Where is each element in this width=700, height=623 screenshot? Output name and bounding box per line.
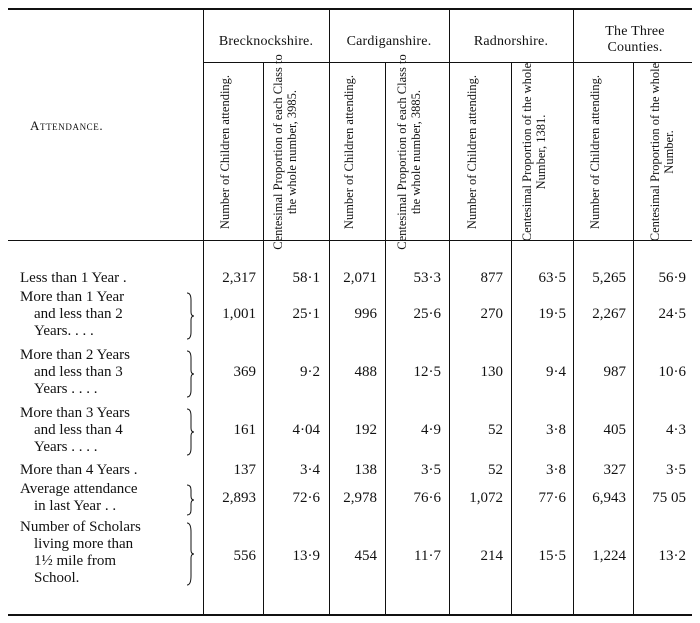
col-card-proportion (395, 52, 439, 252)
county-name-cardiganshire: Cardiganshire. (346, 34, 432, 49)
divider-card-inner (385, 62, 386, 614)
table-cell: 1,072 (469, 490, 503, 506)
table-cell: 996 (354, 306, 377, 322)
table-cell: 4·3 (666, 422, 686, 438)
row-2-label-line: More than 2 Years (20, 347, 130, 363)
row-6-label-line: School. (34, 570, 80, 586)
row-label-more-than-4-years (20, 462, 190, 479)
row-2-label-line: Years . . . . (34, 381, 98, 397)
table-cell: 24·5 (658, 306, 686, 322)
table-cell: 4·9 (421, 422, 441, 438)
county-name-brecknockshire: Brecknockshire. (218, 34, 314, 49)
table-cell: 3·8 (546, 422, 566, 438)
table-cell: 9·2 (300, 364, 320, 380)
row-label-less-than-1-year (20, 270, 190, 287)
county-name-three-counties: The Three Counties. (605, 24, 665, 55)
row-1-label-line: More than 1 Year (20, 289, 125, 305)
table-cell: 12·5 (413, 364, 441, 380)
table-cell: 76·6 (413, 490, 441, 506)
table-cell: 1,224 (592, 548, 626, 564)
table-cell: 877 (480, 270, 503, 286)
table-cell: 11·7 (414, 548, 441, 564)
row-label-2-to-3-years (20, 347, 190, 398)
row-1-brace (186, 292, 194, 340)
row-1-label-line: and less than 2 (34, 306, 123, 322)
divider-breck-inner (263, 62, 264, 614)
table-cell: 13·9 (292, 548, 320, 564)
attendance-header: Attendance. (30, 118, 104, 133)
row-1-label-line: Years. . . . (34, 323, 94, 339)
table-cell: 13·2 (658, 548, 686, 564)
row-0-label-line: Less than 1 Year . (20, 270, 127, 286)
row-5-brace (186, 484, 194, 516)
county-name-radnorshire: Radnorshire. (473, 34, 549, 49)
table-cell: 1,001 (222, 306, 256, 322)
top-rule (8, 8, 692, 10)
row-6-label-line: Number of Scholars (20, 519, 141, 535)
row-6-label-line: living more than (34, 536, 134, 552)
table-cell: 4·04 (292, 422, 320, 438)
col-card-proportion-text: Centesimal Proportion of each Class to the whole number, 3885. (395, 54, 423, 250)
row-5-label-line: in last Year . . (34, 498, 117, 514)
table-cell: 5,265 (592, 270, 626, 286)
row-6-brace (186, 522, 194, 586)
row-label-3-to-4-years (20, 405, 190, 456)
row-label-scholars-distance (20, 519, 190, 587)
col-breck-number: Number of Children attending. (218, 74, 232, 230)
table-cell: 2,267 (592, 306, 626, 322)
table-cell: 75 05 (652, 490, 686, 506)
table-cell: 130 (480, 364, 503, 380)
table-cell: 405 (603, 422, 626, 438)
table-cell: 77·6 (538, 490, 566, 506)
table-cell: 52 (488, 422, 503, 438)
row-3-brace (186, 408, 194, 456)
table-cell: 3·4 (300, 462, 320, 478)
col-three-number: Number of Children attending. (588, 74, 602, 230)
table-cell: 10·6 (658, 364, 686, 380)
table-cell: 369 (233, 364, 256, 380)
col-card-number: Number of Children attending. (342, 74, 356, 230)
bottom-rule (8, 614, 692, 616)
row-label-average-attendance (20, 481, 190, 515)
table-cell: 58·1 (292, 270, 320, 286)
col-radnor-proportion-text: Centesimal Proportion of the whole Number, 1381. (520, 62, 548, 242)
row-4-label-line: More than 4 Years . (20, 462, 138, 478)
table-cell: 192 (354, 422, 377, 438)
row-3-label-line: and less than 4 (34, 422, 123, 438)
row-2-brace (186, 350, 194, 398)
table-cell: 9·4 (546, 364, 566, 380)
col-three-proportion: Centesimal Proportion of the whole Number. (648, 62, 676, 242)
table-cell: 6,943 (592, 490, 626, 506)
table-cell: 2,893 (222, 490, 256, 506)
row-3-label-line: Years . . . . (34, 439, 98, 455)
table-cell: 488 (354, 364, 377, 380)
col-radnor-proportion (520, 52, 564, 252)
table-cell: 2,978 (343, 490, 377, 506)
table-cell: 53·3 (413, 270, 441, 286)
table-cell: 270 (480, 306, 503, 322)
row-label-1-to-2-years (20, 289, 190, 340)
table-cell: 2,317 (222, 270, 256, 286)
table-cell: 214 (480, 548, 503, 564)
table-cell: 25·6 (413, 306, 441, 322)
col-breck-proportion-text: Centesimal Proportion of each Class to the whole number, 3985. (271, 54, 299, 250)
table-cell: 3·5 (666, 462, 686, 478)
row-3-label-line: More than 3 Years (20, 405, 130, 421)
row-5-label-line: Average attendance (20, 481, 138, 497)
table-cell: 138 (354, 462, 377, 478)
table-cell: 52 (488, 462, 503, 478)
divider-radnor-inner (511, 62, 512, 614)
table-cell: 556 (233, 548, 256, 564)
table-cell: 137 (233, 462, 256, 478)
table-cell: 19·5 (538, 306, 566, 322)
table-cell: 3·5 (421, 462, 441, 478)
table-cell: 15·5 (538, 548, 566, 564)
row-6-label-line: 1½ mile from (34, 553, 117, 569)
table-cell: 161 (233, 422, 256, 438)
table-cell: 3·8 (546, 462, 566, 478)
col-breck-proportion (271, 52, 315, 252)
col-radnor-number: Number of Children attending. (465, 74, 479, 230)
table-cell: 56·9 (658, 270, 686, 286)
row-2-label-line: and less than 3 (34, 364, 123, 380)
table-cell: 327 (603, 462, 626, 478)
table-cell: 2,071 (343, 270, 377, 286)
table-cell: 72·6 (292, 490, 320, 506)
table-cell: 63·5 (538, 270, 566, 286)
table-cell: 25·1 (292, 306, 320, 322)
table-cell: 454 (354, 548, 377, 564)
divider-three-inner (633, 62, 634, 614)
table-cell: 987 (603, 364, 626, 380)
